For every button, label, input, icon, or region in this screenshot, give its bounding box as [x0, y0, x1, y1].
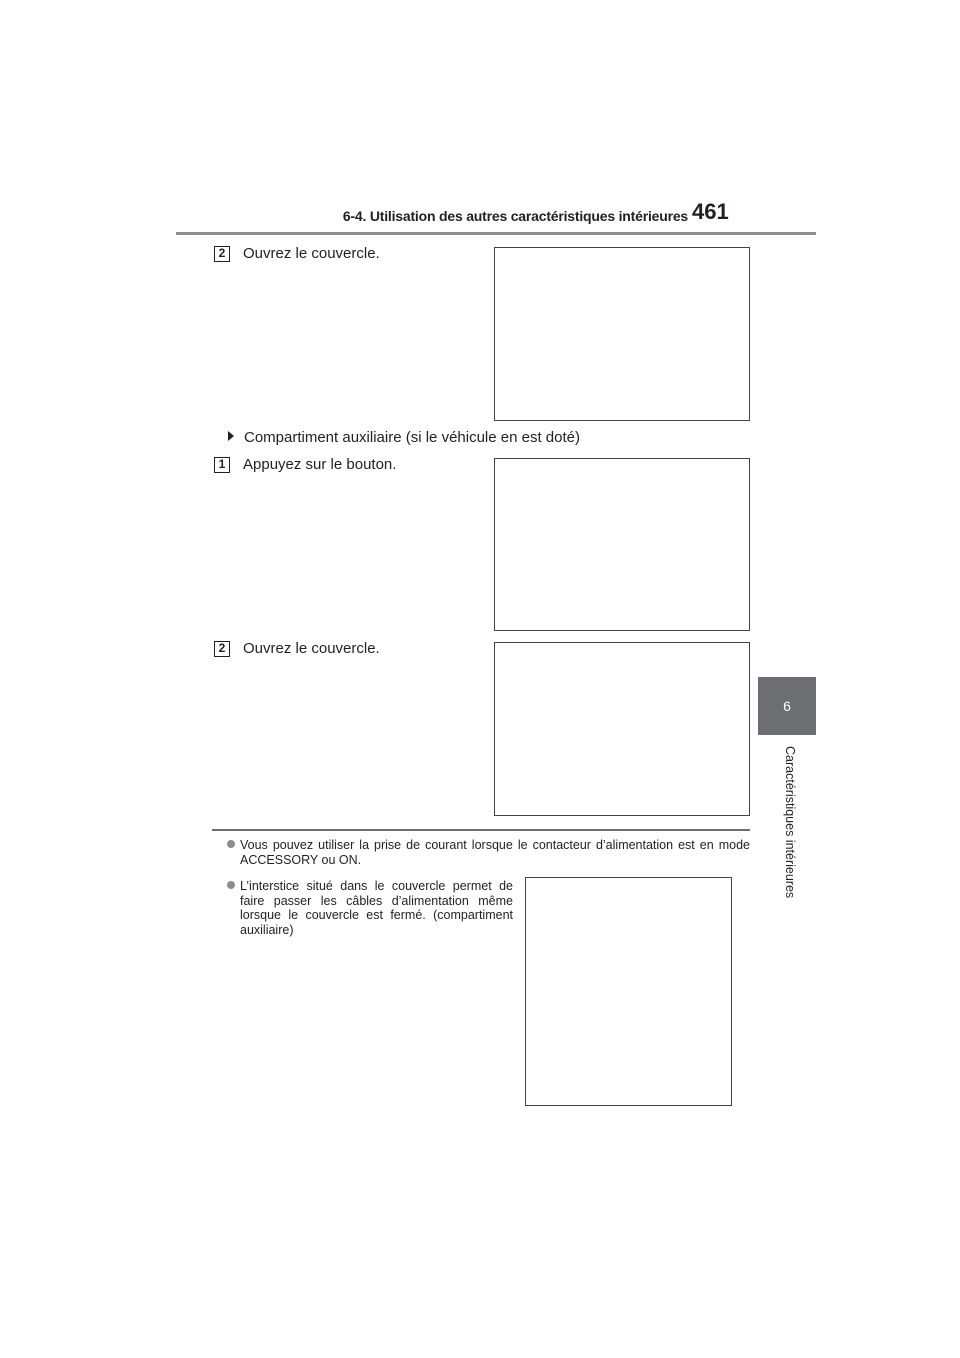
notes-rule — [212, 829, 750, 831]
illustration-cable-gap — [525, 877, 732, 1106]
step-text: Appuyez sur le bouton. — [243, 456, 397, 473]
page-number: 461 — [692, 199, 729, 224]
note-text: Vous pouvez utiliser la prise de courant lorsque le contacteur d’alimentation est en mode ACCESSORY ou ON. — [240, 838, 750, 867]
subsection-heading — [228, 429, 580, 446]
illustration-press-button — [494, 458, 750, 631]
step-number-box: 2 — [214, 246, 230, 262]
header-rule — [176, 232, 816, 235]
section-title: 6-4. Utilisation des autres caractéristiques intérieures — [342, 208, 688, 224]
illustration-open-cover — [494, 247, 750, 421]
note-text: L’interstice situé dans le couvercle permet de faire passer les câbles d’alimentation même lorsque le couvercle est fermé. (compartiment auxiliaire) — [240, 879, 513, 937]
illustration-open-cover-auxiliary — [494, 642, 750, 816]
step-number-box: 2 — [214, 641, 230, 657]
chapter-tab: 6 — [758, 677, 816, 735]
step-text: Ouvrez le couvercle. — [243, 640, 380, 657]
subsection-title: Compartiment auxiliaire (si le véhicule en est doté) — [244, 429, 580, 446]
chapter-title: Caractéristiques intérieures — [783, 746, 797, 899]
step-number-box: 1 — [214, 457, 230, 473]
triangle-bullet-icon — [228, 431, 234, 441]
note-item — [240, 879, 513, 937]
note-bullet-icon — [227, 881, 235, 889]
note-bullet-icon — [227, 840, 235, 848]
note-item — [240, 838, 750, 867]
step-text: Ouvrez le couvercle. — [243, 245, 380, 262]
